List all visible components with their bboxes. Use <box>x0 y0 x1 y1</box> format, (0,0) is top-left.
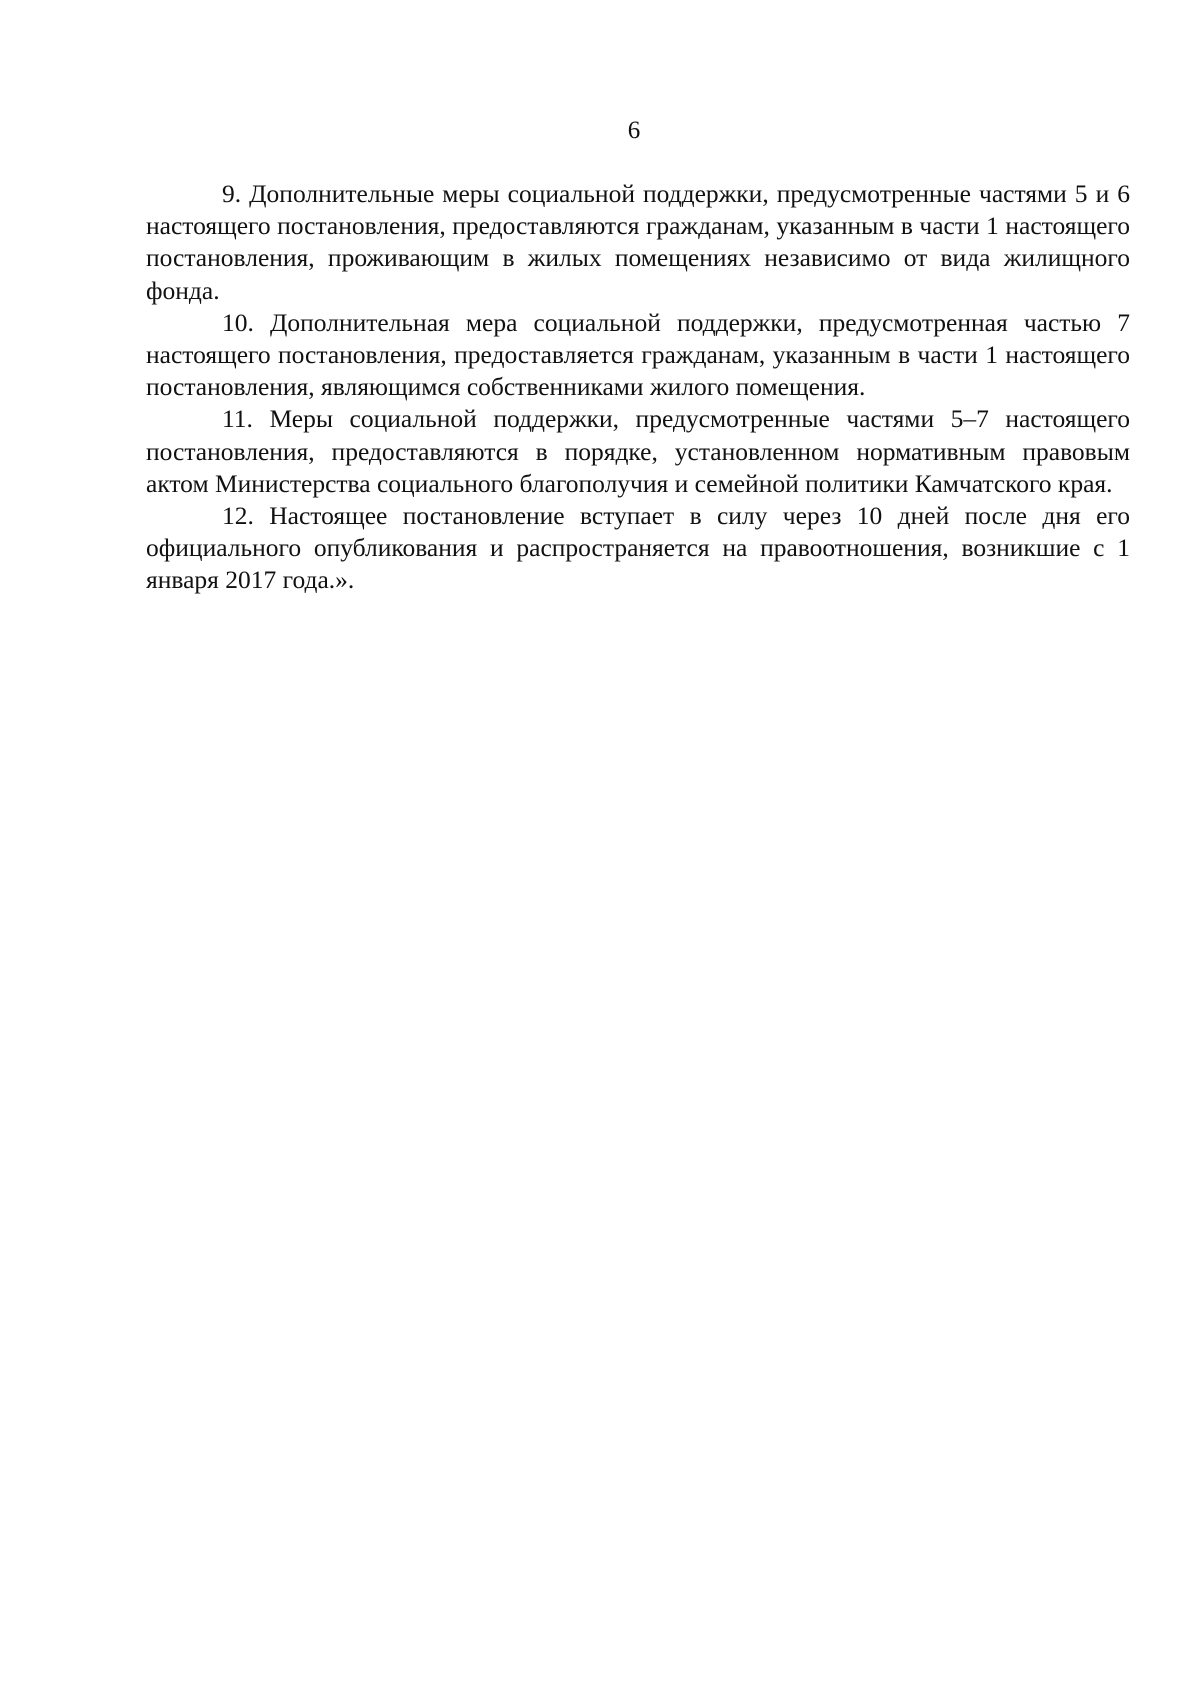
paragraph-11: 11. Меры социальной поддержки, предусмотренные частями 5–7 настоящего постановления, предоставляются в порядке, установленном нормативным правовым актом Министерства социального благополучия и семейной политики Камчатского края. <box>146 404 1130 498</box>
paragraph-10: 10. Дополнительная мера социальной поддержки, предусмотренная частью 7 настоящего постановления, предоставляется гражданам, указанным в части 1 настоящего постановления, являющимся собственниками жилого помещения. <box>146 307 1130 402</box>
page-number: 6 <box>627 117 641 144</box>
paragraph-12: 12. Настоящее постановление вступает в силу через 10 дней после дня его официального опубликования и распространяется на правоотношения, возникшие с 1 января 2017 года.». <box>146 501 1130 595</box>
document-body <box>146 178 1130 597</box>
paragraph-9: 9. Дополнительные меры социальной поддержки, предусмотренные частями 5 и 6 настоящего постановления, предоставляются гражданам, указанным в части 1 настоящего постановления, проживающим в жилых помещениях независимо от вида жилищного фонда. <box>146 179 1130 305</box>
